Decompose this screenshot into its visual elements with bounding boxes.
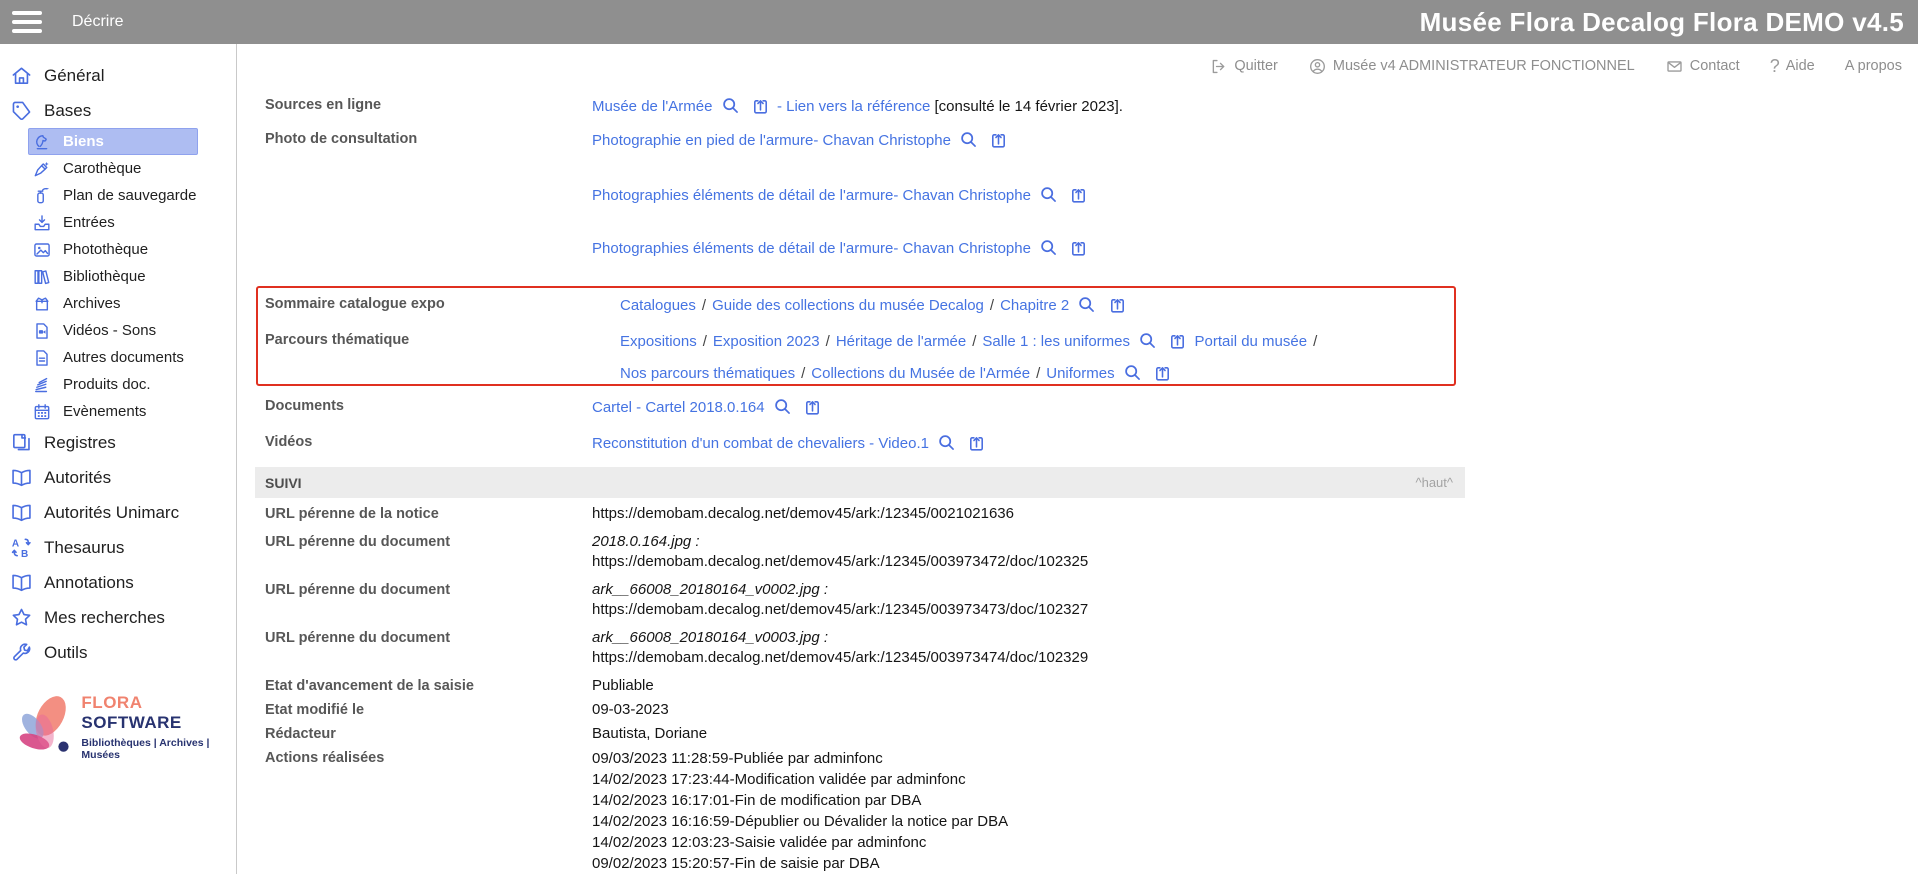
record-detail-panel: [237, 88, 1918, 874]
breadcrumb: [620, 330, 1323, 352]
sidebar-item-label: Photothèque: [63, 241, 149, 258]
link-reference[interactable]: - Lien vers la référence: [776, 98, 931, 115]
paper-stack-icon: [32, 375, 52, 395]
open-in-new-icon[interactable]: [803, 398, 822, 417]
a-propos-button[interactable]: [1845, 58, 1902, 74]
action-log-line: 14/02/2023 16:16:59-Dépublier ou Dévalider la notice par DBA: [592, 813, 1009, 830]
crumb-guide-collections[interactable]: Guide des collections du musée Decalog: [712, 297, 984, 314]
sidebar-item-label: Produits doc.: [63, 376, 151, 393]
crumb-separator: /: [1036, 365, 1041, 382]
sidebar-item-label: Outils: [44, 642, 88, 662]
search-icon[interactable]: [720, 95, 741, 116]
flora-software-logo: [14, 688, 226, 766]
field-label: Etat d'avancement de la saisie: [265, 678, 474, 694]
open-in-new-icon[interactable]: [967, 434, 986, 453]
consultation-note: [consulté le 14 février 2023].: [934, 98, 1123, 115]
field-row-url-document-2: [237, 580, 1918, 620]
field-row-documents: [237, 396, 1918, 418]
field-label: Parcours thématique: [265, 332, 410, 348]
crumb-separator: /: [825, 333, 830, 350]
field-row-parcours-thematique: [258, 330, 1454, 384]
sidebar-item-label: Thesaurus: [44, 537, 125, 557]
contact-label: Contact: [1689, 58, 1740, 74]
sidebar-item-videos-sons[interactable]: [28, 317, 198, 344]
open-in-new-icon[interactable]: [989, 131, 1008, 150]
open-in-new-icon[interactable]: [751, 97, 770, 116]
etat-avancement-value: Publiable: [592, 677, 654, 694]
suivi-section-header: [255, 467, 1465, 498]
sidebar-item-bases[interactable]: [0, 93, 236, 128]
url-document-value: https://demobam.decalog.net/demov45/ark:/12345/003973472/doc/102325: [592, 553, 1089, 570]
sidebar-item-label: Général: [44, 65, 105, 85]
link-reconstitution-video[interactable]: Reconstitution d'un combat de chevaliers - Video.1: [592, 435, 929, 452]
open-book-icon: [10, 501, 33, 524]
open-book-icon: [10, 466, 33, 489]
breadcrumb: [620, 362, 1323, 384]
field-row-etat-modifie: [237, 700, 1918, 720]
top-toolbar: [237, 44, 1918, 88]
window-title: Musée Flora Decalog Flora DEMO v4.5: [1419, 7, 1904, 37]
search-icon[interactable]: [958, 129, 979, 150]
sidebar-item-phototheque[interactable]: [28, 236, 198, 263]
crumb-separator: /: [1313, 333, 1318, 350]
sidebar-item-label: Mes recherches: [44, 607, 165, 627]
calendar-icon: [32, 402, 52, 422]
field-row-photo-consultation: [237, 129, 1918, 151]
envelope-icon: [1665, 57, 1684, 76]
registers-icon: [10, 431, 33, 454]
crumb-separator: /: [972, 333, 977, 350]
search-icon[interactable]: [1122, 362, 1143, 383]
quitter-label: Quitter: [1234, 58, 1278, 74]
document-filename: 2018.0.164.jpg :: [592, 533, 700, 550]
field-row-sources-en-ligne: [237, 95, 1918, 117]
wrench-icon: [10, 641, 33, 664]
sidebar-item-label: Vidéos - Sons: [63, 322, 157, 339]
link-portail-musee[interactable]: Portail du musée: [1194, 333, 1308, 350]
sidebar-item-autorites-unimarc[interactable]: [0, 495, 236, 530]
action-log-line: 14/02/2023 12:03:23-Saisie validée par adminfonc: [592, 834, 927, 851]
crumb-nos-parcours[interactable]: Nos parcours thématiques: [620, 365, 796, 382]
field-row-etat-avancement: [237, 676, 1918, 696]
sidebar-item-label: Entrées: [63, 214, 115, 231]
sidebar-item-outils[interactable]: [0, 635, 236, 670]
sidebar-item-label: Carothèque: [63, 160, 142, 177]
crumb-separator: /: [989, 297, 995, 314]
sidebar-item-plan-de-sauvegarde[interactable]: [28, 182, 198, 209]
red-highlight-box: [256, 286, 1456, 386]
field-label: URL pérenne de la notice: [265, 506, 439, 522]
sidebar-item-label: Archives: [63, 295, 121, 312]
field-label: URL pérenne du document: [265, 534, 451, 550]
field-row-photo-detail-1: [237, 184, 1918, 206]
field-label: Vidéos: [265, 434, 313, 450]
field-label: Etat modifié le: [265, 702, 365, 718]
field-row-actions-realisees: [237, 748, 1918, 874]
books-icon: [32, 267, 52, 287]
url-document-value: https://demobam.decalog.net/demov45/ark:/12345/003973474/doc/102329: [592, 649, 1089, 666]
field-row-url-document-3: [237, 628, 1918, 668]
sidebar-item-produits-doc[interactable]: [28, 371, 198, 398]
field-label: Photo de consultation: [265, 131, 418, 147]
inbox-arrow-icon: [32, 213, 52, 233]
sidebar-item-mes-recherches[interactable]: [0, 600, 236, 635]
sidebar-item-evenements[interactable]: [28, 398, 198, 425]
sidebar-item-label: Biens: [63, 133, 104, 150]
open-in-new-icon[interactable]: [1069, 186, 1088, 205]
field-label: Documents: [265, 398, 344, 414]
sidebar-item-label: Plan de sauvegarde: [63, 187, 197, 204]
help-icon: ?: [1769, 55, 1780, 76]
field-row-url-notice: [237, 504, 1918, 524]
crumb-separator: /: [702, 333, 707, 350]
contact-button[interactable]: [1665, 57, 1740, 76]
search-icon[interactable]: [772, 396, 793, 417]
fire-extinguisher-icon: [32, 186, 52, 206]
open-book-icon: [10, 571, 33, 594]
hamburger-menu-icon[interactable]: [12, 11, 42, 33]
action-log-line: 09/02/2023 15:20:57-Fin de saisie par DBA: [592, 855, 880, 872]
crumb-catalogues[interactable]: Catalogues: [620, 297, 696, 314]
crumb-collections-musee[interactable]: Collections du Musée de l'Armée: [811, 365, 1031, 382]
search-icon[interactable]: [1038, 184, 1059, 205]
thesaurus-ab-icon: [10, 536, 33, 559]
sidebar-item-autorites[interactable]: [0, 460, 236, 495]
user-icon: [1308, 57, 1327, 76]
crumb-heritage-armee[interactable]: Héritage de l'armée: [835, 333, 967, 350]
field-row-photo-detail-2: [237, 237, 1918, 259]
sidebar-item-annotations[interactable]: [0, 565, 236, 600]
link-cartel[interactable]: Cartel - Cartel 2018.0.164: [592, 399, 765, 416]
sidebar-item-biens[interactable]: [28, 128, 198, 155]
quitter-exit-icon: [1209, 57, 1228, 76]
link-photographies-detail[interactable]: Photographies éléments de détail de l'armure- Chavan Christophe: [592, 240, 1031, 257]
sidebar-item-label: Annotations: [44, 572, 134, 592]
top-header-bar: [0, 0, 1918, 44]
search-icon[interactable]: [936, 432, 957, 453]
back-to-top-link[interactable]: ^haut^: [1415, 475, 1453, 490]
sidebar-item-carotheque[interactable]: [28, 155, 198, 182]
module-title: Décrire: [72, 13, 124, 30]
suivi-title: SUIVI: [265, 474, 302, 491]
sidebar-item-entrees[interactable]: [28, 209, 198, 236]
field-row-redacteur: [237, 724, 1918, 744]
link-musee-armee[interactable]: Musée de l'Armée: [592, 98, 713, 115]
image-icon: [32, 240, 52, 260]
sidebar-item-label: Evènements: [63, 403, 147, 420]
field-row-url-document-1: [237, 532, 1918, 572]
home-icon: [10, 64, 33, 87]
search-icon[interactable]: [1076, 294, 1097, 315]
field-label: URL pérenne du document: [265, 630, 451, 646]
search-icon[interactable]: [1038, 237, 1059, 258]
search-icon[interactable]: [1137, 330, 1158, 351]
open-in-new-icon[interactable]: [1108, 296, 1127, 315]
open-in-new-icon[interactable]: [1069, 239, 1088, 258]
sidebar-item-bibliotheque[interactable]: [28, 263, 198, 290]
redacteur-value: Bautista, Doriane: [592, 725, 708, 742]
sidebar-item-general[interactable]: [0, 58, 236, 93]
field-label: Sources en ligne: [265, 97, 382, 113]
document-filename: ark__66008_20180164_v0003.jpg :: [592, 629, 829, 646]
logo-brand-software: SOFTWARE: [81, 713, 182, 732]
user-menu[interactable]: [1308, 57, 1635, 76]
breadcrumb: [620, 294, 1130, 316]
sidebar-item-thesaurus[interactable]: [0, 530, 236, 565]
quitter-button[interactable]: [1209, 57, 1278, 76]
field-label: URL pérenne du document: [265, 582, 451, 598]
sidebar-item-label: Autorités: [44, 467, 112, 487]
logo-brand-flora: FLORA: [81, 693, 142, 712]
document-icon: [32, 348, 52, 368]
sidebar-item-label: Registres: [44, 432, 116, 452]
sidebar-item-label: Autres documents: [63, 349, 184, 366]
open-in-new-icon[interactable]: [1168, 332, 1187, 351]
sidebar-item-registres[interactable]: [0, 425, 236, 460]
sidebar-item-autres-documents[interactable]: [28, 344, 198, 371]
action-log-line: 09/03/2023 11:28:59-Publiée par adminfonc: [592, 750, 883, 767]
link-photographie-pied[interactable]: Photographie en pied de l'armure- Chavan Christophe: [592, 132, 951, 149]
field-label: Sommaire catalogue expo: [265, 296, 445, 312]
action-log-line: 14/02/2023 17:23:44-Modification validée par adminfonc: [592, 771, 966, 788]
sidebar-item-label: Bibliothèque: [63, 268, 146, 285]
crumb-uniformes[interactable]: Uniformes: [1046, 365, 1115, 382]
tag-icon: [10, 99, 33, 122]
etat-modifie-value: 09-03-2023: [592, 701, 669, 718]
flora-petals-icon: [14, 688, 75, 766]
field-label: Rédacteur: [265, 726, 336, 742]
crumb-exposition-2023[interactable]: Exposition 2023: [712, 333, 820, 350]
link-photographies-detail[interactable]: Photographies éléments de détail de l'armure- Chavan Christophe: [592, 187, 1031, 204]
document-filename: ark__66008_20180164_v0002.jpg :: [592, 581, 829, 598]
sidebar-item-label: Autorités Unimarc: [44, 502, 180, 522]
actions-list: [592, 748, 1008, 874]
field-row-sommaire-catalogue: [258, 294, 1454, 316]
aide-label: Aide: [1785, 58, 1815, 74]
url-notice-value: https://demobam.decalog.net/demov45/ark:/12345/0021021636: [592, 505, 1014, 522]
star-icon: [10, 606, 33, 629]
archive-box-icon: [32, 294, 52, 314]
crumb-salle-1[interactable]: Salle 1 : les uniformes: [982, 333, 1130, 350]
action-log-line: 14/02/2023 16:17:01-Fin de modification par DBA: [592, 792, 922, 809]
url-document-value: https://demobam.decalog.net/demov45/ark:/12345/003973473/doc/102327: [592, 601, 1089, 618]
sidebar-item-archives[interactable]: [28, 290, 198, 317]
aide-button[interactable]: [1770, 56, 1815, 77]
sidebar: [0, 44, 237, 874]
crumb-separator: /: [701, 297, 707, 314]
user-label: Musée v4 ADMINISTRATEUR FONCTIONNEL: [1332, 58, 1635, 74]
crumb-separator: /: [801, 365, 806, 382]
core-drill-icon: [32, 159, 52, 179]
crumb-chapitre-2[interactable]: Chapitre 2: [1000, 297, 1070, 314]
field-label: Actions réalisées: [265, 750, 385, 766]
logo-tagline: Bibliothèques | Archives | Musées: [81, 737, 210, 761]
field-row-videos: [237, 432, 1918, 454]
crumb-expositions[interactable]: Expositions: [620, 333, 697, 350]
sidebar-item-label: Bases: [44, 100, 92, 120]
open-in-new-icon[interactable]: [1153, 364, 1172, 383]
video-file-icon: [32, 321, 52, 341]
a-propos-label: A propos: [1844, 58, 1902, 74]
chess-knight-icon: [32, 132, 52, 152]
